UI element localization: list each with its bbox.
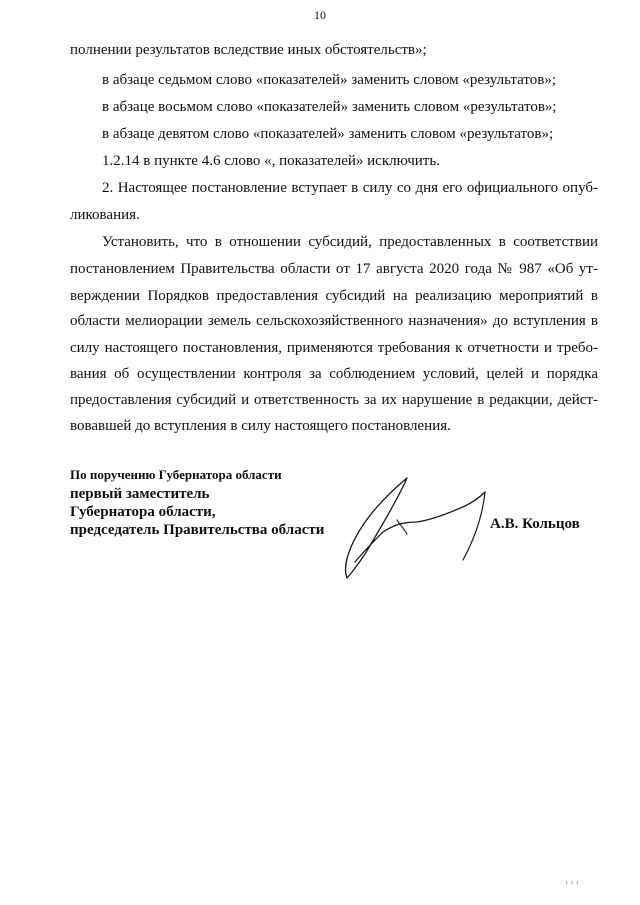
text-line: 1.2.14 в пункте 4.6 слово «, показателей» исключить. bbox=[102, 153, 440, 169]
text-line: в абзаце восьмом слово «показателей» заменить словом «результатов»; bbox=[102, 99, 557, 115]
text-line: области мелиорации земель сельскохозяйственного назначения» до вступления в bbox=[70, 313, 598, 329]
text-line: силу настоящего постановления, применяются требования к отчетности и требо- bbox=[70, 340, 598, 356]
signer-position-line: Губернатора области, bbox=[70, 504, 216, 520]
text-line: вовавшей до вступления в силу настоящего постановления. bbox=[70, 418, 451, 434]
signer-authority-line: По поручению Губернатора области bbox=[70, 467, 282, 482]
text-line: полнении результатов вследствие иных обстоятельств»; bbox=[70, 42, 427, 58]
text-line: 2. Настоящее постановление вступает в силу со дня его официального опуб- bbox=[102, 180, 598, 196]
text-line: Установить, что в отношении субсидий, предоставленных в соответствии bbox=[102, 234, 598, 250]
handwritten-signature bbox=[335, 462, 495, 582]
text-line: в абзаце девятом слово «показателей» заменить словом «результатов»; bbox=[102, 126, 554, 142]
text-line: в абзаце седьмом слово «показателей» заменить словом «результатов»; bbox=[102, 72, 556, 88]
footer-marks: ı ı ı bbox=[566, 880, 580, 886]
text-line: верждении Порядков предоставления субсидий на реализацию мероприятий в bbox=[70, 288, 598, 304]
text-line: вания об осуществлении контроля за соблюдением условий, целей и порядка bbox=[70, 366, 598, 382]
page-number: 10 bbox=[314, 8, 326, 22]
text-line: ликования. bbox=[70, 207, 140, 223]
signer-name: А.В. Кольцов bbox=[490, 516, 580, 532]
text-line: постановлением Правительства области от 17 августа 2020 года № 987 «Об ут- bbox=[70, 261, 598, 277]
signer-position-line: председатель Правительства области bbox=[70, 522, 325, 538]
signer-position-line: первый заместитель bbox=[70, 486, 210, 502]
text-line: предоставления субсидий и ответственность за их нарушение в редакции, дейст- bbox=[70, 392, 598, 408]
